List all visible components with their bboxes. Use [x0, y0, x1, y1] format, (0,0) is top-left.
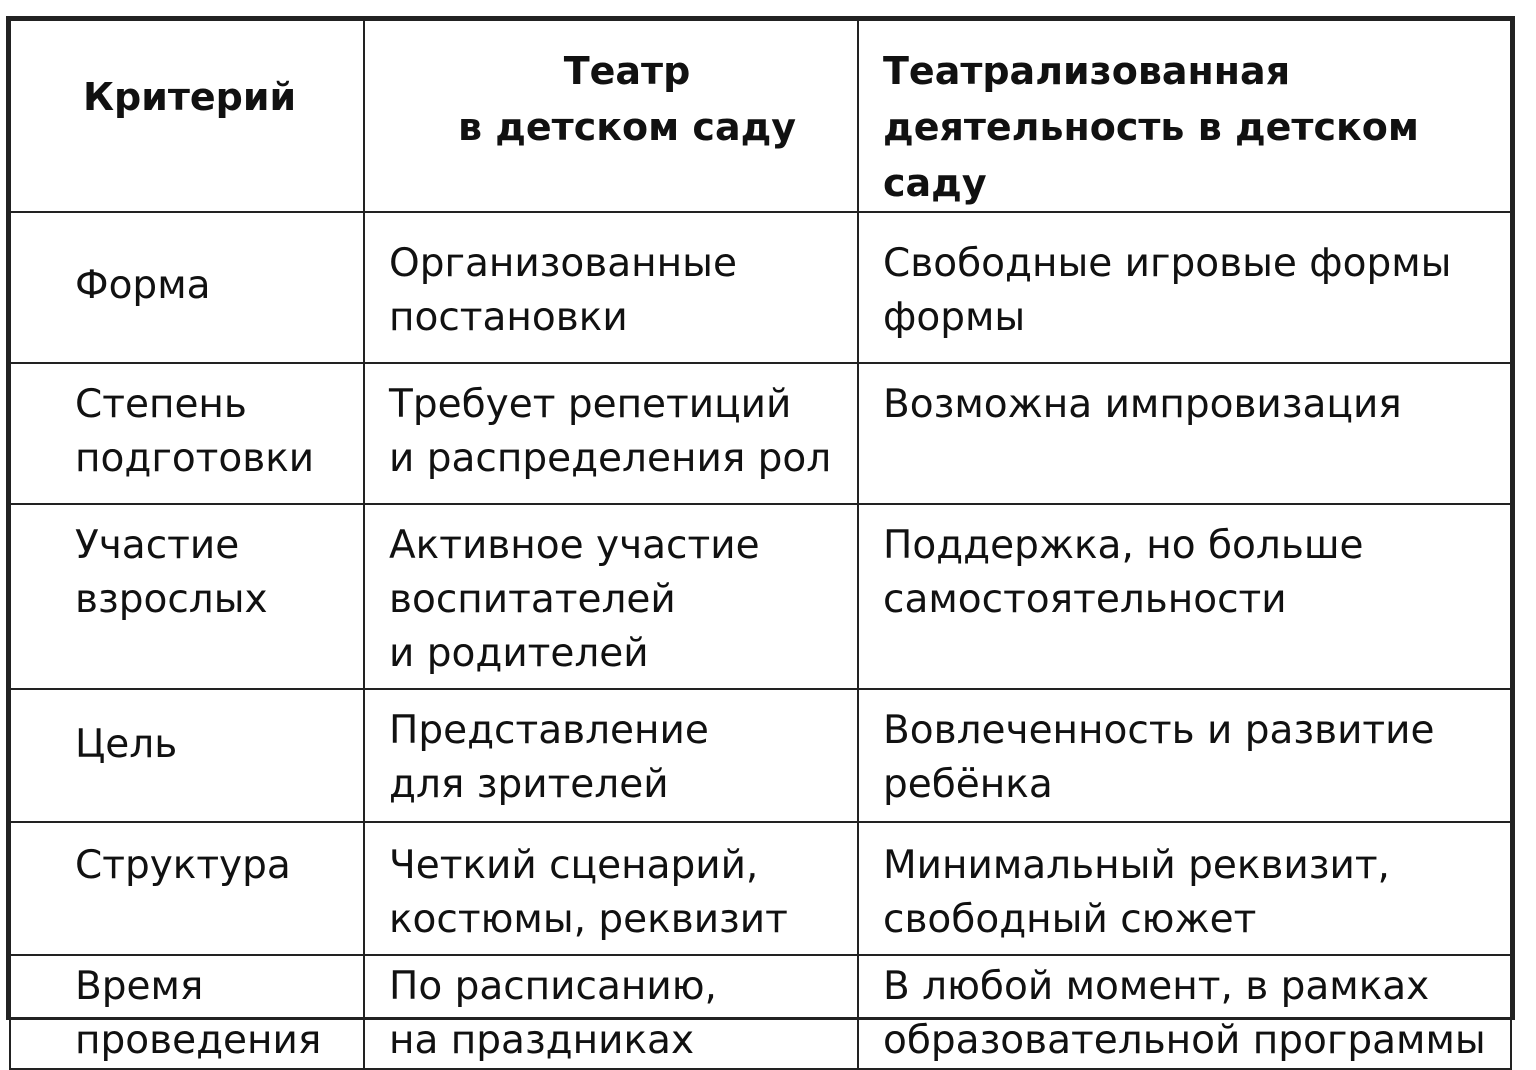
header-criterion	[10, 20, 364, 212]
cell-activity	[858, 955, 1511, 1069]
header-activity	[858, 20, 1511, 212]
cell-activity	[858, 363, 1511, 504]
cell-criterion	[10, 212, 364, 363]
cell-theatre	[364, 504, 858, 689]
table-row-preparation	[10, 363, 1511, 504]
theatre-text: Четкий сценарий, костюмы, реквизит	[389, 843, 788, 942]
comparison-table-container	[6, 16, 1515, 1063]
cell-activity	[858, 822, 1511, 955]
theatre-text: По расписанию, на праздниках	[389, 964, 717, 1063]
cell-theatre	[364, 212, 858, 363]
activity-text: Минимальный реквизит, свободный сюжет	[883, 843, 1390, 942]
cell-theatre	[364, 955, 858, 1069]
table-row-adults	[10, 504, 1511, 689]
criterion-text: Форма	[75, 263, 211, 308]
activity-text: Поддержка, но больше самостоятельности	[883, 523, 1364, 622]
header-theatre	[364, 20, 858, 212]
activity-text: В любой момент, в рамках образовательной программы	[883, 964, 1486, 1063]
cell-activity	[858, 689, 1511, 822]
theatre-text: Представление для зрителей	[389, 708, 709, 807]
criterion-text: Время проведения	[75, 964, 322, 1063]
table-row-structure	[10, 822, 1511, 955]
cell-theatre	[364, 822, 858, 955]
cell-activity	[858, 504, 1511, 689]
criterion-text: Цель	[75, 722, 178, 767]
activity-text: Свободные игровые формы формы	[883, 241, 1452, 340]
header-criterion-label: Критерий	[83, 75, 297, 119]
cell-theatre	[364, 689, 858, 822]
theatre-text: Требует репетиций и распределения рол	[389, 382, 832, 481]
cell-criterion	[10, 504, 364, 689]
criterion-text: Участие взрослых	[75, 523, 268, 622]
theatre-text: Организованные постановки	[389, 241, 737, 340]
theatre-text: Активное участие воспитателей и родителей	[389, 523, 760, 676]
cell-theatre	[364, 363, 858, 504]
cell-criterion	[10, 822, 364, 955]
table-row-goal	[10, 689, 1511, 822]
header-activity-label: Театрализованная деятельность в детском саду	[883, 49, 1419, 205]
table-row-time	[10, 955, 1511, 1069]
activity-text: Вовлеченность и развитие ребёнка	[883, 708, 1435, 807]
activity-text: Возможна импровизация	[883, 382, 1402, 427]
cell-criterion	[10, 689, 364, 822]
header-theatre-label: Театр в детском саду	[457, 49, 797, 149]
criterion-text: Структура	[75, 843, 291, 888]
cell-activity	[858, 212, 1511, 363]
table-row-form	[10, 212, 1511, 363]
criterion-text: Степень подготовки	[75, 382, 315, 481]
cell-criterion	[10, 955, 364, 1069]
header-row	[10, 20, 1511, 212]
cell-criterion	[10, 363, 364, 504]
comparison-table	[9, 19, 1512, 1070]
